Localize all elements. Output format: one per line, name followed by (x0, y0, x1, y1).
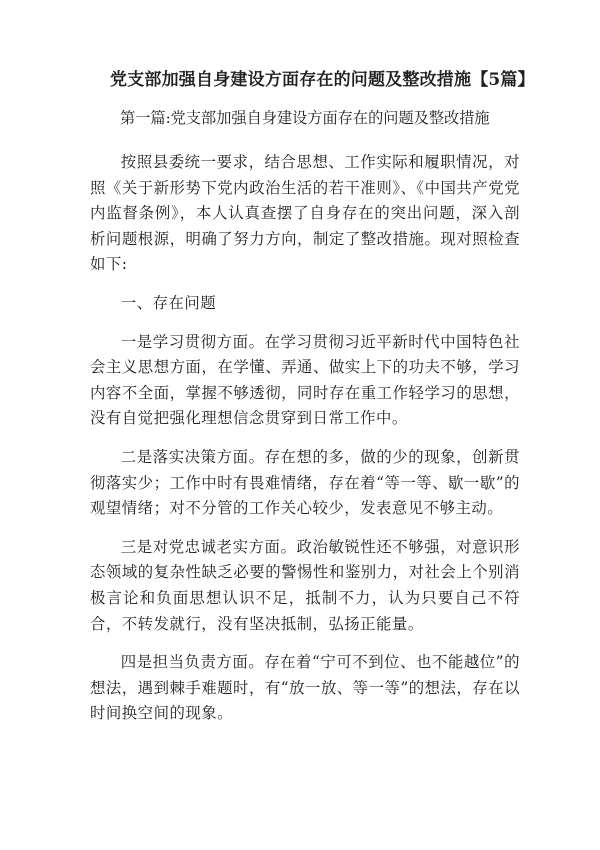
document-title: 党支部加强自身建设方面存在的问题及整改措施【5篇】 (110, 70, 535, 90)
paragraph-responsibility: 四是担当负责方面。存在着“宁可不到位、也不能越位”的想法，遇到棘手难题时，有“放一放、等一等”的想法，存在以时间换空间的现象。 (90, 653, 520, 723)
document-subtitle: 第一篇:党支部加强自身建设方面存在的问题及整改措施 (120, 109, 490, 127)
paragraph-implementation: 二是落实决策方面。存在想的多，做的少的现象，创新贯彻落实少；工作中时有畏难情绪，存在着“等一等、歇一歇”的观望情绪；对不分管的工作关心较少，发表意见不够主动。 (90, 447, 520, 518)
paragraph-study: 一是学习贯彻方面。在学习贯彻习近平新时代中国特色社会主义思想方面，在学懂、弄通、做实上下的功夫不够，学习内容不全面，掌握不够透彻，同时存在重工作轻学习的思想，没有自觉把强化理想信念贯穿到日常工作中。 (90, 332, 520, 428)
section-heading-problems: 一、存在问题 (120, 293, 217, 312)
document-body (90, 150, 520, 740)
paragraph-loyalty: 三是对党忠诚老实方面。政治敏锐性还不够强，对意识形态领域的复杂性缺乏必要的警惕性和鉴别力，对社会上个别消极言论和负面思想认识不足，抵制不力，认为只要自己不符合，不转发就行，没有坚决抵制，弘扬正能量。 (90, 537, 520, 633)
paragraph-intro: 按照县委统一要求，结合思想、工作实际和履职情况，对照《关于新形势下党内政治生活的若干准则》、《中国共产党党内监督条例》，本人认真查摆了自身存在的突出问题，深入剖析问题根源，明确了努力方向，制定了整改措施。现对照检查如下: (90, 153, 520, 274)
